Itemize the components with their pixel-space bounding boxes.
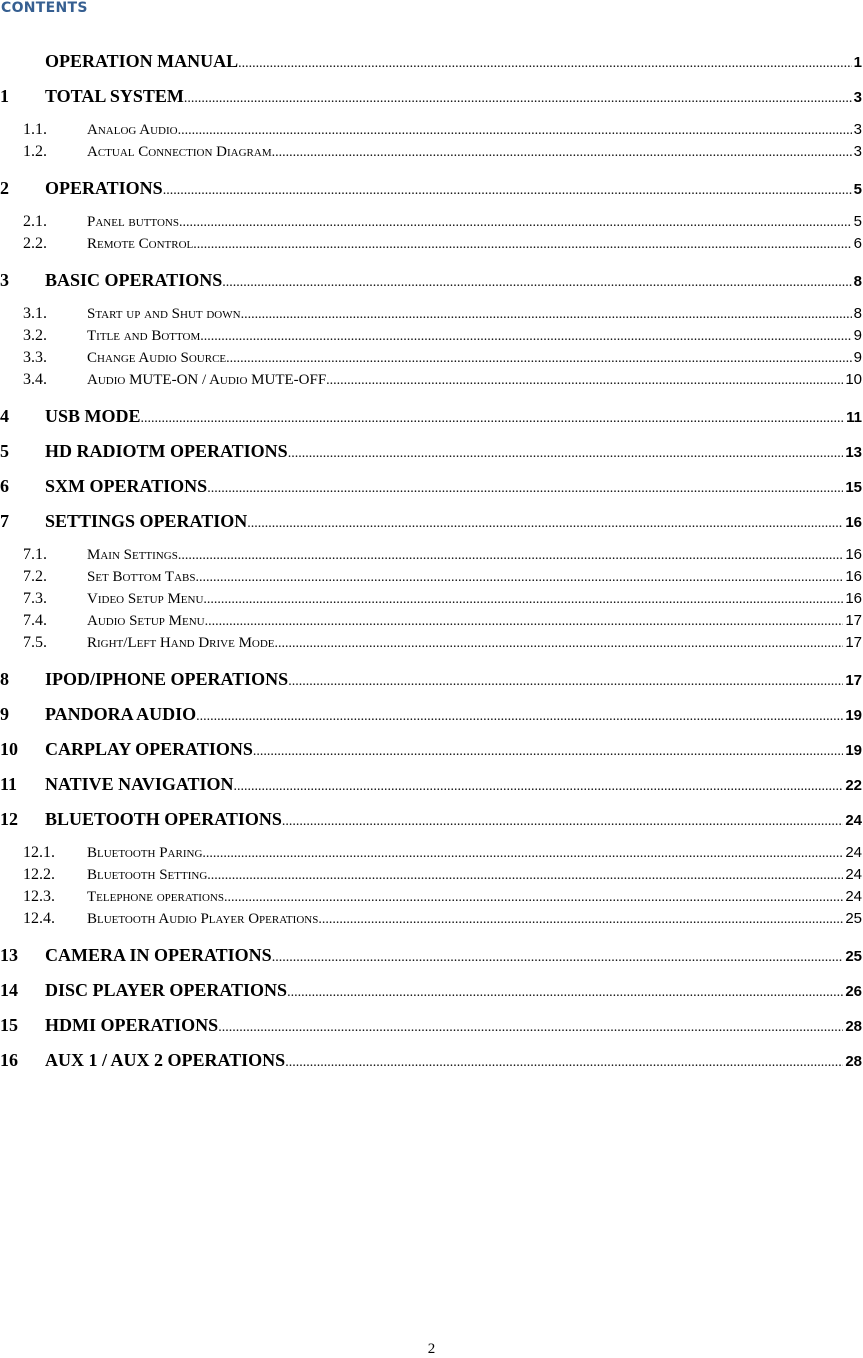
toc-entry-page: 3: [853, 121, 862, 138]
toc-entry-title: Bluetooth Paring: [87, 845, 203, 861]
dot-leader: [179, 215, 852, 231]
toc-entry-page: 5: [853, 213, 862, 230]
toc-entry-page: 19: [845, 707, 862, 724]
toc-entry-page: 17: [845, 612, 862, 629]
toc-entry-page: 24: [845, 888, 862, 905]
toc-entry-title: NATIVE NAVIGATION: [45, 774, 234, 794]
dot-leader: [285, 1055, 843, 1071]
toc-entry-number: 14: [0, 980, 18, 1000]
toc-entry-page: 25: [845, 910, 862, 927]
toc-entry-page: 25: [845, 948, 862, 965]
toc-entry-number: 16: [0, 1050, 18, 1070]
toc-entry[interactable]: [0, 51, 862, 72]
toc-entry-page: 22: [845, 777, 862, 794]
toc-entry-title: Telephone operations: [87, 889, 224, 905]
toc-entry[interactable]: [0, 476, 862, 497]
toc-entry-page: 9: [853, 349, 862, 366]
toc-entry-number: 7.2.: [23, 568, 47, 585]
toc-entry-title: Main Settings: [87, 547, 178, 563]
toc-entry-title: HD RADIOTM OPERATIONS: [45, 441, 288, 461]
dot-leader: [200, 329, 851, 345]
toc-entry[interactable]: [0, 270, 862, 291]
toc-entry-title: Actual Connection Diagram: [87, 144, 272, 160]
toc-entry[interactable]: [0, 739, 862, 760]
toc-entry-title: IPOD/IPHONE OPERATIONS: [45, 669, 289, 689]
toc-entry-page: 5: [853, 181, 862, 198]
toc-entry-title: Start up and Shut down: [87, 306, 241, 322]
dot-leader: [196, 709, 843, 725]
toc-entry-title: Analog Audio: [87, 122, 178, 138]
toc-entry[interactable]: [0, 86, 862, 107]
toc-entry[interactable]: [0, 546, 862, 564]
toc-entry[interactable]: [0, 945, 862, 966]
toc-entry-number: 3.4.: [23, 371, 47, 388]
toc-entry-page: 9: [853, 327, 862, 344]
toc-entry[interactable]: [0, 590, 862, 608]
toc-entry-title: BASIC OPERATIONS: [45, 270, 223, 290]
toc-entry-page: 16: [845, 568, 862, 585]
toc-entry-title: SXM OPERATIONS: [45, 476, 208, 496]
toc-entry-number: 1.1.: [23, 121, 47, 138]
toc-entry[interactable]: [0, 774, 862, 795]
toc-entry-number: 12.3.: [23, 888, 55, 905]
toc-entry[interactable]: [0, 669, 862, 690]
toc-entry-number: 8: [0, 669, 9, 689]
dot-leader: [141, 411, 845, 427]
toc-entry-title: TOTAL SYSTEM: [45, 86, 184, 106]
dot-leader: [253, 744, 843, 760]
toc-entry[interactable]: [0, 568, 862, 586]
dot-leader: [207, 481, 843, 497]
toc-entry-title: Bluetooth Setting: [87, 867, 208, 883]
toc-entry-page: 24: [845, 844, 862, 861]
toc-entry-page: 28: [845, 1053, 862, 1070]
toc-entry-number: 7.4.: [23, 612, 47, 629]
toc-entry[interactable]: [0, 844, 862, 862]
toc-entry[interactable]: [0, 235, 862, 253]
toc-entry-page: 26: [845, 983, 862, 1000]
toc-entry[interactable]: [0, 178, 862, 199]
dot-leader: [193, 237, 851, 253]
toc-entry[interactable]: [0, 612, 862, 630]
toc-entry-title: SETTINGS OPERATION: [45, 511, 248, 531]
toc-entry-page: 17: [845, 634, 862, 651]
toc-entry-page: 10: [845, 371, 862, 388]
toc-entry[interactable]: [0, 1050, 862, 1071]
toc-entry[interactable]: [0, 704, 862, 725]
toc-entry-number: 7: [0, 511, 9, 531]
toc-entry-number: 12: [0, 809, 18, 829]
toc-entry-title: Audio Setup Menu: [87, 613, 205, 629]
dot-leader: [222, 275, 851, 291]
dot-leader: [326, 373, 843, 389]
dot-leader: [195, 570, 843, 586]
toc-entry-page: 1: [853, 54, 862, 71]
toc-entry-page: 3: [853, 89, 862, 106]
toc-entry-title: Bluetooth Audio Player Operations: [87, 911, 319, 927]
toc-entry-page: 16: [845, 514, 862, 531]
toc-entry[interactable]: [0, 305, 862, 323]
toc-entry-number: 3.2.: [23, 327, 47, 344]
dot-leader: [205, 614, 844, 630]
toc-entry[interactable]: [0, 1015, 862, 1036]
dot-leader: [202, 846, 843, 862]
toc-entry[interactable]: [0, 866, 862, 884]
toc-entry-title: Title and Bottom: [87, 328, 201, 344]
toc-entry-number: 11: [0, 774, 18, 794]
toc-entry-title: DISC PLAYER OPERATIONS: [45, 980, 288, 1000]
toc-entry-page: 15: [845, 479, 862, 496]
toc-entry[interactable]: [0, 371, 862, 389]
toc-entry[interactable]: [0, 910, 862, 928]
toc-entry-page: 16: [845, 546, 862, 563]
dot-leader: [224, 890, 843, 906]
dot-leader: [247, 516, 843, 532]
toc-entry-page: 8: [853, 305, 862, 322]
toc-entry-number: 5: [0, 441, 9, 461]
toc-entry-title: Video Setup Menu: [87, 591, 204, 607]
toc-entry-number: 7.3.: [23, 590, 47, 607]
dot-leader: [163, 183, 852, 199]
toc-entry-title: CARPLAY OPERATIONS: [45, 739, 253, 759]
toc-entry[interactable]: [0, 349, 862, 367]
toc-entry-page: 24: [845, 812, 862, 829]
toc-entry-page: 11: [846, 409, 862, 426]
toc-entry-page: 3: [853, 143, 862, 160]
toc-entry-number: 13: [0, 945, 18, 965]
dot-leader: [218, 1020, 843, 1036]
toc-entry[interactable]: [0, 406, 862, 427]
dot-leader: [288, 446, 844, 462]
dot-leader: [241, 307, 852, 323]
toc-entry-number: 10: [0, 739, 18, 759]
toc-entry-number: 3.1.: [23, 305, 47, 322]
toc-entry-title: Set Bottom Tabs: [87, 569, 196, 585]
toc-entry-number: 4: [0, 406, 9, 426]
dot-leader: [184, 91, 852, 107]
dot-leader: [178, 123, 852, 139]
toc-entry-page: 13: [845, 444, 862, 461]
toc-entry-number: 3: [0, 270, 9, 290]
toc-entry-page: 19: [845, 742, 862, 759]
dot-leader: [288, 674, 843, 690]
dot-leader: [287, 985, 843, 1001]
toc-entry[interactable]: [0, 511, 862, 532]
toc-entry-number: 12.4.: [23, 910, 55, 927]
toc-entry-title: USB MODE: [45, 406, 141, 426]
toc-entry-number: 7.5.: [23, 634, 47, 651]
dot-leader: [272, 145, 852, 161]
toc-entry-title: Panel buttons: [87, 214, 179, 230]
toc-entry[interactable]: [0, 121, 862, 139]
dot-leader: [318, 912, 843, 928]
toc-entry[interactable]: [0, 441, 862, 462]
toc-entry-title: AUX 1 / AUX 2 OPERATIONS: [45, 1050, 286, 1070]
toc-entry[interactable]: [0, 809, 862, 830]
toc-entry-number: 1: [0, 86, 9, 106]
dot-leader: [203, 592, 843, 608]
toc-entry-page: 8: [853, 273, 862, 290]
toc-entry-title: PANDORA AUDIO: [45, 704, 197, 724]
contents-heading: CONTENTS: [1, 0, 88, 16]
toc-entry-page: 24: [845, 866, 862, 883]
toc-entry-number: 6: [0, 476, 9, 496]
toc-entry-title: OPERATION MANUAL: [45, 51, 239, 71]
toc-entry[interactable]: [0, 213, 862, 231]
dot-leader: [207, 868, 843, 884]
toc-entry[interactable]: [0, 980, 862, 1001]
toc-entry-number: 2.1.: [23, 213, 47, 230]
toc-entry[interactable]: [0, 327, 862, 345]
toc-entry-title: Change Audio Source: [87, 350, 227, 366]
toc-entry-number: 12.1.: [23, 844, 55, 861]
toc-entry-number: 2.2.: [23, 235, 47, 252]
dot-leader: [275, 636, 844, 652]
toc-entry-page: 6: [853, 235, 862, 252]
toc-entry[interactable]: [0, 634, 862, 652]
page-number: 2: [427, 1341, 436, 1357]
toc-entry-number: 7.1.: [23, 546, 47, 563]
dot-leader: [234, 779, 844, 795]
toc-entry-number: 9: [0, 704, 9, 724]
dot-leader: [272, 950, 844, 966]
toc-entry-page: 17: [845, 672, 862, 689]
toc-entry-title: Right/Left Hand Drive Mode: [87, 635, 275, 651]
toc-entry[interactable]: [0, 888, 862, 906]
toc-entry-number: 12.2.: [23, 866, 55, 883]
dot-leader: [226, 351, 852, 367]
dot-leader: [238, 56, 851, 72]
toc-entry-title: CAMERA IN OPERATIONS: [45, 945, 272, 965]
toc-entry-title: Remote Control: [87, 236, 194, 252]
toc-entry-page: 28: [845, 1018, 862, 1035]
toc-entry-title: BLUETOOTH OPERATIONS: [45, 809, 282, 829]
dot-leader: [178, 548, 844, 564]
toc-entry[interactable]: [0, 143, 862, 161]
toc-entry-title: Audio MUTE-ON / Audio MUTE-OFF: [87, 372, 327, 388]
toc-entry-number: 1.2.: [23, 143, 47, 160]
dot-leader: [282, 814, 843, 830]
toc-entry-number: 15: [0, 1015, 18, 1035]
toc-entry-number: 2: [0, 178, 9, 198]
toc-entry-page: 16: [845, 590, 862, 607]
toc-entry-title: OPERATIONS: [45, 178, 163, 198]
toc-entry-number: 3.3.: [23, 349, 47, 366]
toc-entry-title: HDMI OPERATIONS: [45, 1015, 219, 1035]
